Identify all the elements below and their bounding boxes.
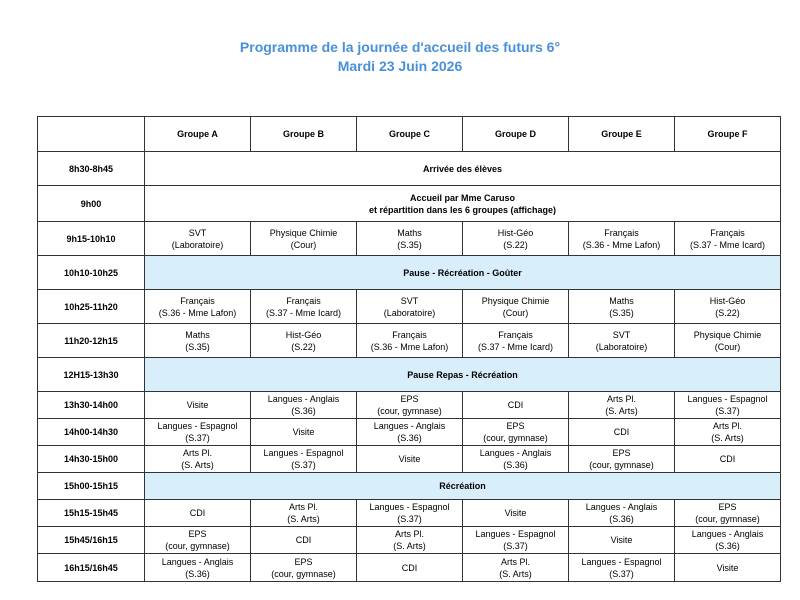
activity-name: Français <box>180 295 215 306</box>
activity-cell <box>357 446 463 473</box>
activity-name: Arts Pl. <box>712 421 742 431</box>
activity-room: (cour, gymnase) <box>377 406 442 416</box>
activity-cell <box>463 419 569 446</box>
activity-room: (S.36) <box>185 568 210 579</box>
activity-cell <box>251 222 357 256</box>
activity-cell <box>675 290 781 324</box>
activity-cell <box>251 290 357 324</box>
activity-room: (S.37) <box>503 541 528 551</box>
group-header: Groupe B <box>251 117 357 152</box>
group-header: Groupe A <box>145 117 251 152</box>
time-slot: 14h30-15h00 <box>38 446 145 473</box>
activity-cell <box>675 222 781 256</box>
page-subtitle-date: Mardi 23 Juin 2026 <box>337 58 463 74</box>
time-slot: 8h30-8h45 <box>38 152 145 186</box>
activity-name: Langues - Espagnol <box>687 394 768 404</box>
schedule-row <box>38 222 781 256</box>
activity-room: (cour, gymnase) <box>483 433 548 443</box>
activity-room: (cour, gymnase) <box>589 460 654 470</box>
activity-cell <box>569 222 675 256</box>
activity-cell <box>569 554 675 582</box>
activity-name: Physique Chimie <box>269 227 338 238</box>
time-slot: 10h10-10h25 <box>38 256 145 290</box>
activity-cell <box>145 324 251 358</box>
activity-name: EPS <box>400 394 419 404</box>
break-cell <box>145 358 781 392</box>
time-slot: 9h00 <box>38 186 145 222</box>
activity-name: Français <box>392 329 427 340</box>
activity-name: CDI <box>507 400 524 410</box>
activity-room: (S. Arts) <box>499 568 532 579</box>
activity-room: (S. Arts) <box>605 406 638 416</box>
activity-name: EPS <box>188 529 207 539</box>
activity-name: Hist-Géo <box>497 227 534 238</box>
activity-cell <box>251 500 357 527</box>
activity-room: (S.36) <box>609 514 634 524</box>
activity-name: Visite <box>398 454 421 464</box>
activity-room: (S.37 - Mme Icard) <box>265 307 341 318</box>
activity-cell <box>569 392 675 419</box>
activity-name: Arts Pl. <box>606 394 636 404</box>
activity-cell <box>357 324 463 358</box>
activity-name: EPS <box>506 421 525 431</box>
activity-cell <box>463 554 569 582</box>
activity-cell <box>569 446 675 473</box>
activity-cell <box>357 500 463 527</box>
activity-name: Langues - Espagnol <box>475 529 556 539</box>
activity-cell <box>145 290 251 324</box>
time-slot: 12H15-13h30 <box>38 358 145 392</box>
event-text: Pause Repas - Récréation <box>407 369 518 380</box>
activity-room: (S.22) <box>291 341 316 352</box>
activity-room: (S.36) <box>397 433 422 443</box>
schedule-row <box>38 527 781 554</box>
activity-name: CDI <box>613 427 630 437</box>
activity-cell <box>145 392 251 419</box>
activity-room: (S.22) <box>503 239 528 250</box>
schedule-row <box>38 186 781 222</box>
activity-cell <box>145 500 251 527</box>
activity-room: (S. Arts) <box>181 460 214 470</box>
activity-room: (S.37) <box>715 406 740 416</box>
time-slot: 9h15-10h10 <box>38 222 145 256</box>
activity-name: Français <box>498 329 533 340</box>
activity-name: EPS <box>718 502 737 512</box>
activity-cell <box>675 419 781 446</box>
activity-name: Maths <box>185 329 210 340</box>
event-text: Arrivée des élèves <box>422 163 503 174</box>
activity-cell <box>463 392 569 419</box>
activity-room: (Laboratoire) <box>383 307 436 318</box>
activity-cell <box>145 419 251 446</box>
schedule-row <box>38 419 781 446</box>
activity-cell <box>569 290 675 324</box>
activity-cell <box>145 222 251 256</box>
general-event-cell <box>145 152 781 186</box>
time-slot: 13h30-14h00 <box>38 392 145 419</box>
activity-cell <box>251 527 357 554</box>
activity-cell <box>463 500 569 527</box>
activity-room: (cour, gymnase) <box>165 541 230 551</box>
activity-cell <box>463 446 569 473</box>
activity-cell <box>463 222 569 256</box>
activity-room: (S.37) <box>185 433 210 443</box>
activity-room: (S.37) <box>291 460 316 470</box>
schedule-body <box>38 152 781 582</box>
activity-cell <box>463 290 569 324</box>
schedule-row <box>38 554 781 582</box>
activity-room: (Cour) <box>714 341 741 352</box>
activity-cell <box>357 527 463 554</box>
activity-name: Visite <box>186 400 209 410</box>
activity-name: Français <box>710 227 745 238</box>
activity-room: (S.36 - Mme Lafon) <box>582 239 661 250</box>
activity-cell <box>675 500 781 527</box>
activity-name: Visite <box>716 562 739 573</box>
schedule-row <box>38 446 781 473</box>
activity-name: Arts Pl. <box>394 529 424 539</box>
activity-name: Langues - Espagnol <box>581 556 662 567</box>
activity-cell <box>569 527 675 554</box>
activity-room: (S.36) <box>291 406 316 416</box>
schedule-row <box>38 324 781 358</box>
group-header: Groupe F <box>675 117 781 152</box>
activity-cell <box>251 392 357 419</box>
activity-cell <box>569 500 675 527</box>
activity-room: (cour, gymnase) <box>695 514 760 524</box>
page-title: Programme de la journée d'accueil des futurs 6° <box>239 39 561 55</box>
activity-cell <box>357 392 463 419</box>
header-row <box>38 117 781 152</box>
activity-room: (S.37) <box>609 568 634 579</box>
activity-room: (S.35) <box>185 341 210 352</box>
activity-name: Arts Pl. <box>500 556 530 567</box>
activity-name: SVT <box>612 329 631 340</box>
activity-name: Langues - Anglais <box>691 529 764 539</box>
schedule-row <box>38 473 781 500</box>
activity-room: (S.36) <box>503 460 528 470</box>
activity-cell <box>675 392 781 419</box>
activity-name: Arts Pl. <box>288 502 318 512</box>
time-slot: 16h15/16h45 <box>38 554 145 582</box>
activity-cell <box>357 554 463 582</box>
group-header: Groupe E <box>569 117 675 152</box>
activity-cell <box>251 554 357 582</box>
event-text: Récréation <box>439 481 486 491</box>
activity-room: (S.36) <box>715 541 740 551</box>
activity-name: Langues - Espagnol <box>263 448 344 458</box>
activity-name: Langues - Anglais <box>479 448 552 458</box>
activity-cell <box>675 554 781 582</box>
activity-name: Langues - Espagnol <box>369 502 450 512</box>
activity-cell <box>569 419 675 446</box>
activity-name: Maths <box>609 295 634 306</box>
time-slot: 15h00-15h15 <box>38 473 145 500</box>
schedule-table <box>37 116 781 582</box>
activity-name: Langues - Anglais <box>267 394 340 404</box>
time-slot: 10h25-11h20 <box>38 290 145 324</box>
general-event-cell <box>145 186 781 222</box>
activity-room: (S. Arts) <box>711 433 744 443</box>
corner-cell <box>38 117 145 152</box>
activity-name: Physique Chimie <box>693 329 762 340</box>
activity-room: (S.35) <box>397 239 422 250</box>
activity-room: (Laboratoire) <box>171 239 224 250</box>
schedule-row <box>38 392 781 419</box>
activity-room: (S.35) <box>609 307 634 318</box>
activity-room: (S.37 - Mme Icard) <box>689 239 765 250</box>
activity-name: CDI <box>719 454 736 464</box>
activity-name: Maths <box>397 227 422 238</box>
activity-cell <box>357 290 463 324</box>
activity-room: (S.36 - Mme Lafon) <box>158 307 237 318</box>
activity-room: (S.37 - Mme Icard) <box>477 341 553 352</box>
group-header: Groupe C <box>357 117 463 152</box>
activity-cell <box>145 446 251 473</box>
activity-cell <box>145 527 251 554</box>
activity-cell <box>145 554 251 582</box>
activity-name: Langues - Anglais <box>373 421 446 431</box>
activity-name: Visite <box>610 535 633 545</box>
activity-room: (S. Arts) <box>287 514 320 524</box>
event-text: et répartition dans les 6 groupes (affichage) <box>368 204 557 215</box>
activity-cell <box>251 419 357 446</box>
activity-room: (S.37) <box>397 514 422 524</box>
activity-cell <box>251 446 357 473</box>
activity-name: SVT <box>188 227 207 238</box>
activity-name: Visite <box>504 508 527 518</box>
activity-name: Hist-Géo <box>709 295 746 306</box>
activity-name: Français <box>604 227 639 238</box>
activity-cell <box>675 324 781 358</box>
activity-name: Visite <box>292 427 315 437</box>
activity-room: (S.22) <box>715 307 740 318</box>
activity-room: (S. Arts) <box>393 541 426 551</box>
activity-room: (Cour) <box>290 239 317 250</box>
activity-name: CDI <box>189 508 206 518</box>
schedule-row <box>38 290 781 324</box>
activity-name: EPS <box>612 448 631 458</box>
activity-room: (Laboratoire) <box>595 341 648 352</box>
group-header: Groupe D <box>463 117 569 152</box>
activity-name: Hist-Géo <box>285 329 322 340</box>
activity-room: (S.36 - Mme Lafon) <box>370 341 449 352</box>
activity-cell <box>357 222 463 256</box>
time-slot: 14h00-14h30 <box>38 419 145 446</box>
activity-name: Physique Chimie <box>481 295 550 306</box>
activity-name: CDI <box>401 562 418 573</box>
time-slot: 11h20-12h15 <box>38 324 145 358</box>
activity-cell <box>675 527 781 554</box>
event-text: Pause - Récréation - Goûter <box>403 267 522 278</box>
activity-room: (cour, gymnase) <box>271 568 336 579</box>
activity-name: Arts Pl. <box>182 448 212 458</box>
event-text: Accueil par Mme Caruso <box>409 192 516 203</box>
schedule-row <box>38 500 781 527</box>
activity-cell <box>251 324 357 358</box>
break-cell <box>145 256 781 290</box>
activity-name: Langues - Anglais <box>585 502 658 512</box>
activity-name: Français <box>286 295 321 306</box>
schedule-row <box>38 256 781 290</box>
activity-name: SVT <box>400 295 419 306</box>
activity-name: CDI <box>295 535 312 545</box>
activity-room: (Cour) <box>502 307 529 318</box>
activity-cell <box>357 419 463 446</box>
activity-cell <box>569 324 675 358</box>
break-cell <box>145 473 781 500</box>
schedule-row <box>38 358 781 392</box>
time-slot: 15h15-15h45 <box>38 500 145 527</box>
activity-name: EPS <box>294 556 313 567</box>
schedule-row <box>38 152 781 186</box>
activity-name: Langues - Anglais <box>161 556 234 567</box>
activity-cell <box>463 324 569 358</box>
activity-cell <box>463 527 569 554</box>
time-slot: 15h45/16h15 <box>38 527 145 554</box>
activity-name: Langues - Espagnol <box>157 421 238 431</box>
activity-cell <box>675 446 781 473</box>
